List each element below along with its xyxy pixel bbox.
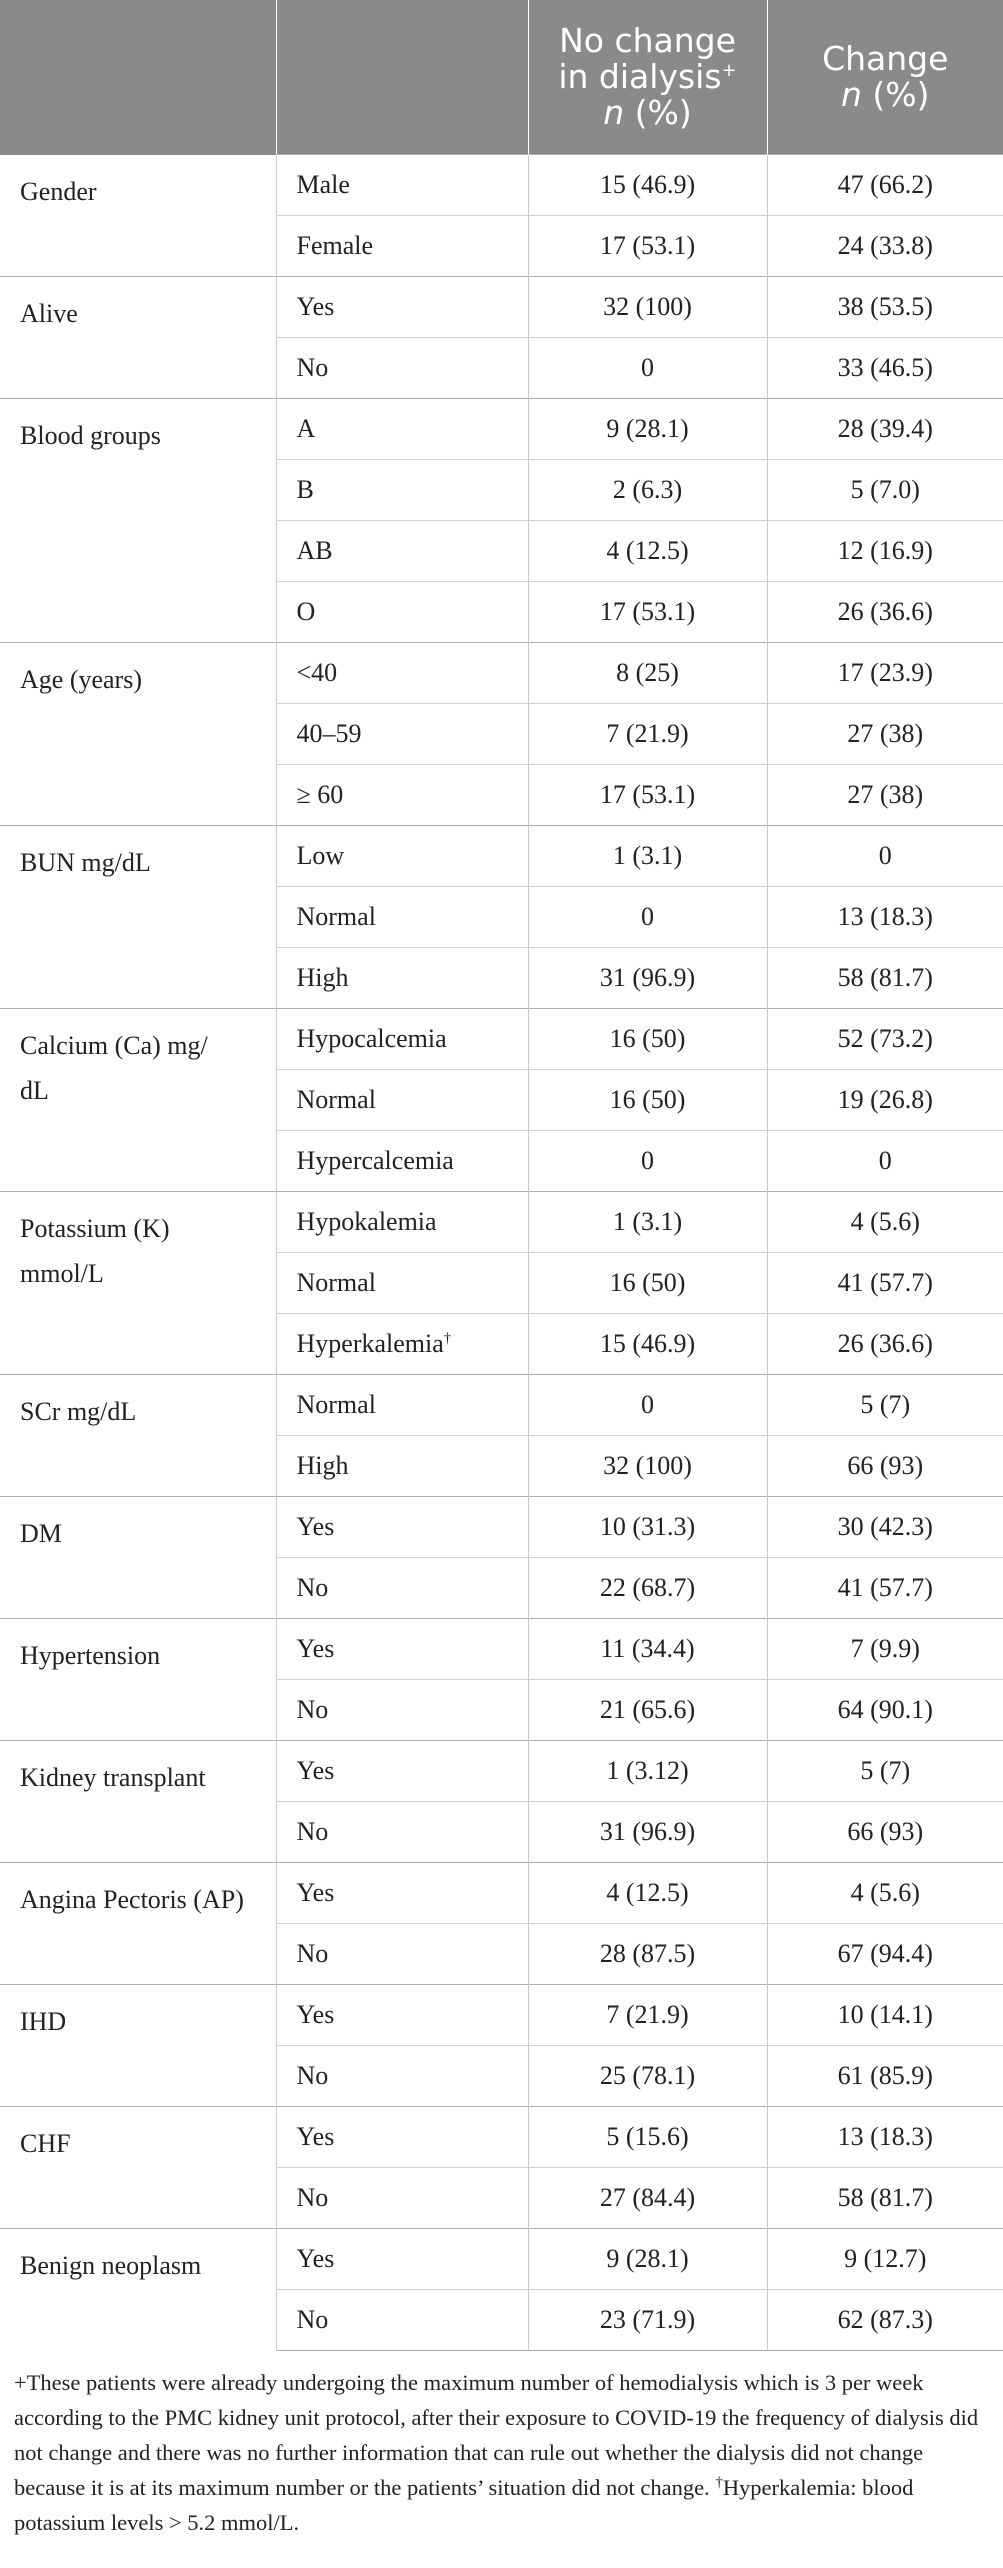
category-cell: ≥ 60 bbox=[276, 765, 528, 826]
no-change-cell: 21 (65.6) bbox=[528, 1680, 767, 1741]
header-no-change-pct: (%) bbox=[624, 93, 692, 132]
change-cell: 13 (18.3) bbox=[767, 2107, 1003, 2168]
header-variable bbox=[0, 0, 276, 155]
no-change-cell: 15 (46.9) bbox=[528, 155, 767, 216]
no-change-cell: 16 (50) bbox=[528, 1253, 767, 1314]
footnote-main: +These patients were already undergoing the maximum number of hemodialysis which is 3 per week according to the PMC kidney unit protocol, after their exposure to COVID-19 the frequency of dialysis did not change and there was no further information that can rule out whether the dialysis did not change because it is at its maximum number or the patients’ situation did not change. bbox=[14, 2370, 979, 2500]
header-no-change-line1: No change bbox=[559, 21, 736, 60]
no-change-cell: 0 bbox=[528, 338, 767, 399]
change-cell: 41 (57.7) bbox=[767, 1253, 1003, 1314]
table-row bbox=[0, 1497, 1003, 1558]
category-cell: Low bbox=[276, 826, 528, 887]
no-change-cell: 23 (71.9) bbox=[528, 2290, 767, 2351]
category-cell: Yes bbox=[276, 277, 528, 338]
variable-cell: Hypertension bbox=[0, 1619, 276, 1741]
no-change-cell: 17 (53.1) bbox=[528, 765, 767, 826]
footnote-second: Hyperkalemia: blood potassium levels > 5.2 mmol/L. bbox=[14, 2475, 914, 2535]
header-change-line1: Change bbox=[822, 39, 949, 78]
category-cell: Yes bbox=[276, 1985, 528, 2046]
no-change-cell: 0 bbox=[528, 887, 767, 948]
change-cell: 19 (26.8) bbox=[767, 1070, 1003, 1131]
no-change-cell: 25 (78.1) bbox=[528, 2046, 767, 2107]
category-cell: Normal bbox=[276, 1375, 528, 1436]
category-cell: No bbox=[276, 1924, 528, 1985]
no-change-cell: 0 bbox=[528, 1131, 767, 1192]
variable-cell: Alive bbox=[0, 277, 276, 399]
no-change-cell: 11 (34.4) bbox=[528, 1619, 767, 1680]
variable-line1: Calcium (Ca) mg/ bbox=[20, 1031, 208, 1060]
dagger-mark: † bbox=[443, 1330, 452, 1347]
change-cell: 41 (57.7) bbox=[767, 1558, 1003, 1619]
table-header bbox=[0, 0, 1003, 155]
variable-cell: Gender bbox=[0, 155, 276, 277]
change-cell: 61 (85.9) bbox=[767, 2046, 1003, 2107]
variable-cell: CHF bbox=[0, 2107, 276, 2229]
table-footnote bbox=[0, 2351, 1003, 2540]
category-cell: No bbox=[276, 2290, 528, 2351]
category-cell: No bbox=[276, 2046, 528, 2107]
category-cell: A bbox=[276, 399, 528, 460]
category-cell: No bbox=[276, 2168, 528, 2229]
category-cell: High bbox=[276, 948, 528, 1009]
table-row bbox=[0, 1192, 1003, 1253]
no-change-cell: 31 (96.9) bbox=[528, 948, 767, 1009]
category-cell: <40 bbox=[276, 643, 528, 704]
change-cell: 26 (36.6) bbox=[767, 582, 1003, 643]
no-change-cell: 16 (50) bbox=[528, 1009, 767, 1070]
change-cell: 13 (18.3) bbox=[767, 887, 1003, 948]
change-cell: 58 (81.7) bbox=[767, 948, 1003, 1009]
no-change-cell: 22 (68.7) bbox=[528, 1558, 767, 1619]
variable-line1: Potassium (K) bbox=[20, 1214, 170, 1243]
category-cell: Yes bbox=[276, 1619, 528, 1680]
category-cell: No bbox=[276, 1802, 528, 1863]
no-change-cell: 7 (21.9) bbox=[528, 1985, 767, 2046]
no-change-cell: 10 (31.3) bbox=[528, 1497, 767, 1558]
change-cell: 62 (87.3) bbox=[767, 2290, 1003, 2351]
category-text: Hyperkalemia bbox=[296, 1329, 444, 1358]
variable-cell: Kidney transplant bbox=[0, 1741, 276, 1863]
change-cell: 7 (9.9) bbox=[767, 1619, 1003, 1680]
table-row bbox=[0, 1741, 1003, 1802]
change-cell: 5 (7) bbox=[767, 1741, 1003, 1802]
table-row bbox=[0, 277, 1003, 338]
no-change-cell: 4 (12.5) bbox=[528, 1863, 767, 1924]
header-row bbox=[0, 0, 1003, 155]
category-cell: Yes bbox=[276, 1863, 528, 1924]
change-cell: 67 (94.4) bbox=[767, 1924, 1003, 1985]
footnote-dagger: † bbox=[715, 2474, 723, 2491]
category-cell: No bbox=[276, 1680, 528, 1741]
table-row bbox=[0, 1985, 1003, 2046]
change-cell: 30 (42.3) bbox=[767, 1497, 1003, 1558]
table-row bbox=[0, 2229, 1003, 2290]
no-change-cell: 9 (28.1) bbox=[528, 399, 767, 460]
change-cell: 4 (5.6) bbox=[767, 1863, 1003, 1924]
variable-cell: SCr mg/dL bbox=[0, 1375, 276, 1497]
header-change-n: n bbox=[840, 75, 862, 114]
change-cell: 4 (5.6) bbox=[767, 1192, 1003, 1253]
variable-cell: Angina Pectoris (AP) bbox=[0, 1863, 276, 1985]
variable-cell: BUN mg/dL bbox=[0, 826, 276, 1009]
change-cell: 24 (33.8) bbox=[767, 216, 1003, 277]
category-cell: Yes bbox=[276, 2229, 528, 2290]
table-row bbox=[0, 155, 1003, 216]
no-change-cell: 32 (100) bbox=[528, 277, 767, 338]
change-cell: 26 (36.6) bbox=[767, 1314, 1003, 1375]
variable-cell bbox=[0, 1192, 276, 1375]
change-cell: 58 (81.7) bbox=[767, 2168, 1003, 2229]
category-cell: Female bbox=[276, 216, 528, 277]
category-cell: No bbox=[276, 1558, 528, 1619]
table-row bbox=[0, 1863, 1003, 1924]
category-cell: Yes bbox=[276, 1741, 528, 1802]
no-change-cell: 1 (3.1) bbox=[528, 826, 767, 887]
category-cell: O bbox=[276, 582, 528, 643]
no-change-cell: 4 (12.5) bbox=[528, 521, 767, 582]
change-cell: 27 (38) bbox=[767, 765, 1003, 826]
category-cell: 40–59 bbox=[276, 704, 528, 765]
table-row bbox=[0, 2107, 1003, 2168]
change-cell: 5 (7) bbox=[767, 1375, 1003, 1436]
variable-line2: dL bbox=[20, 1076, 49, 1105]
category-cell: Hypokalemia bbox=[276, 1192, 528, 1253]
no-change-cell: 8 (25) bbox=[528, 643, 767, 704]
no-change-cell: 17 (53.1) bbox=[528, 216, 767, 277]
header-no-change-line2: in dialysis bbox=[558, 57, 722, 96]
table-row bbox=[0, 1009, 1003, 1070]
change-cell: 0 bbox=[767, 1131, 1003, 1192]
category-cell: Male bbox=[276, 155, 528, 216]
change-cell: 12 (16.9) bbox=[767, 521, 1003, 582]
change-cell: 9 (12.7) bbox=[767, 2229, 1003, 2290]
category-cell: Normal bbox=[276, 1253, 528, 1314]
category-cell: Normal bbox=[276, 887, 528, 948]
variable-line2: mmol/L bbox=[20, 1259, 104, 1288]
variable-cell: Blood groups bbox=[0, 399, 276, 643]
variable-cell: IHD bbox=[0, 1985, 276, 2107]
variable-cell: Benign neoplasm bbox=[0, 2229, 276, 2351]
no-change-cell: 1 (3.12) bbox=[528, 1741, 767, 1802]
change-cell: 0 bbox=[767, 826, 1003, 887]
change-cell: 64 (90.1) bbox=[767, 1680, 1003, 1741]
table-body bbox=[0, 155, 1003, 2351]
variable-cell: Age (years) bbox=[0, 643, 276, 826]
no-change-cell: 32 (100) bbox=[528, 1436, 767, 1497]
category-cell: No bbox=[276, 338, 528, 399]
change-cell: 5 (7.0) bbox=[767, 460, 1003, 521]
header-change-pct: (%) bbox=[861, 75, 930, 114]
category-cell: High bbox=[276, 1436, 528, 1497]
change-cell: 52 (73.2) bbox=[767, 1009, 1003, 1070]
header-no-change bbox=[528, 0, 767, 155]
no-change-cell: 15 (46.9) bbox=[528, 1314, 767, 1375]
change-cell: 66 (93) bbox=[767, 1436, 1003, 1497]
change-cell: 38 (53.5) bbox=[767, 277, 1003, 338]
no-change-cell: 1 (3.1) bbox=[528, 1192, 767, 1253]
table-row bbox=[0, 399, 1003, 460]
table-row bbox=[0, 826, 1003, 887]
change-cell: 17 (23.9) bbox=[767, 643, 1003, 704]
variable-cell bbox=[0, 1009, 276, 1192]
no-change-cell: 16 (50) bbox=[528, 1070, 767, 1131]
header-category bbox=[276, 0, 528, 155]
variable-cell: DM bbox=[0, 1497, 276, 1619]
no-change-cell: 28 (87.5) bbox=[528, 1924, 767, 1985]
category-cell: AB bbox=[276, 521, 528, 582]
category-cell: Hypocalcemia bbox=[276, 1009, 528, 1070]
no-change-cell: 9 (28.1) bbox=[528, 2229, 767, 2290]
category-cell: Yes bbox=[276, 1497, 528, 1558]
header-no-change-n: n bbox=[603, 93, 625, 132]
table-row bbox=[0, 1619, 1003, 1680]
no-change-cell: 2 (6.3) bbox=[528, 460, 767, 521]
change-cell: 28 (39.4) bbox=[767, 399, 1003, 460]
header-change bbox=[767, 0, 1003, 155]
no-change-cell: 17 (53.1) bbox=[528, 582, 767, 643]
no-change-cell: 27 (84.4) bbox=[528, 2168, 767, 2229]
table-row bbox=[0, 643, 1003, 704]
no-change-cell: 7 (21.9) bbox=[528, 704, 767, 765]
category-cell: B bbox=[276, 460, 528, 521]
no-change-cell: 5 (15.6) bbox=[528, 2107, 767, 2168]
no-change-cell: 0 bbox=[528, 1375, 767, 1436]
table-row bbox=[0, 1375, 1003, 1436]
change-cell: 10 (14.1) bbox=[767, 1985, 1003, 2046]
category-cell: Hypercalcemia bbox=[276, 1131, 528, 1192]
change-cell: 66 (93) bbox=[767, 1802, 1003, 1863]
change-cell: 33 (46.5) bbox=[767, 338, 1003, 399]
header-no-change-sup: + bbox=[721, 60, 737, 81]
category-cell: Normal bbox=[276, 1070, 528, 1131]
category-cell bbox=[276, 1314, 528, 1375]
change-cell: 47 (66.2) bbox=[767, 155, 1003, 216]
category-cell: Yes bbox=[276, 2107, 528, 2168]
no-change-cell: 31 (96.9) bbox=[528, 1802, 767, 1863]
change-cell: 27 (38) bbox=[767, 704, 1003, 765]
